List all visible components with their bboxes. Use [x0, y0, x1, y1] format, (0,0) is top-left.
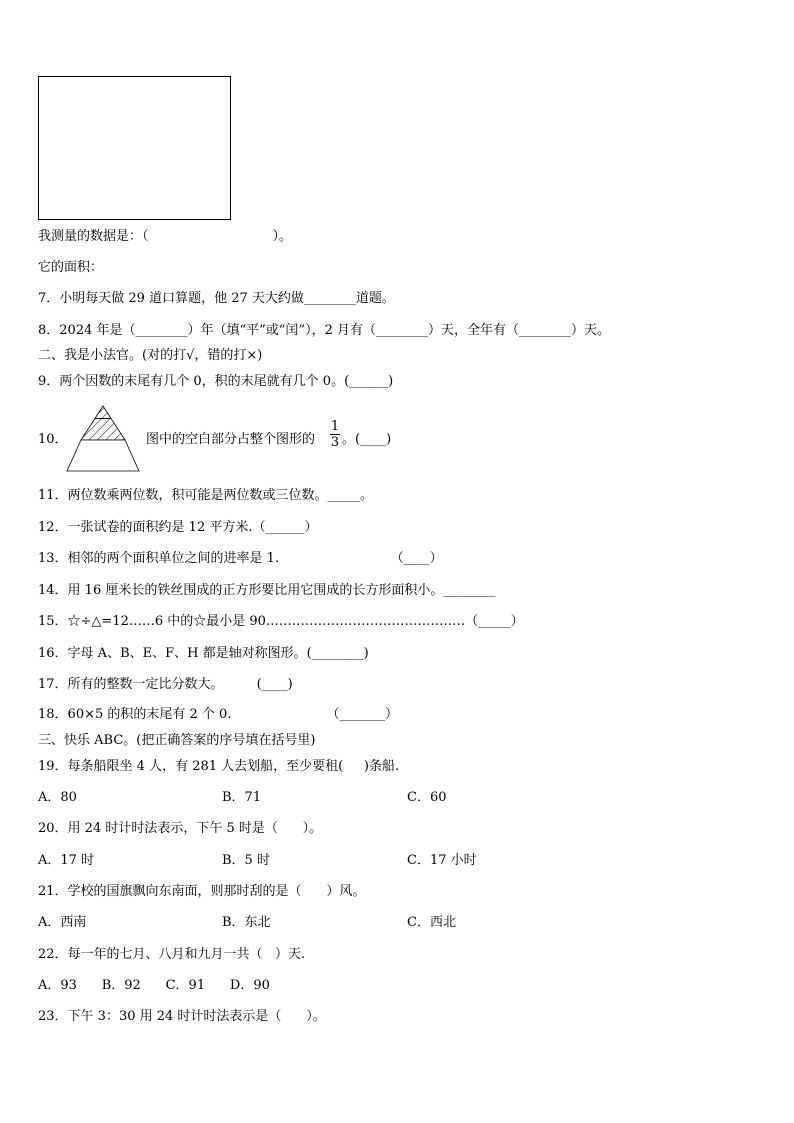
fraction-one-third [329, 419, 341, 450]
question-22: 22．每一年的七月、八月和九月一共（ ）天. [38, 947, 306, 962]
triangle-blank-band [67, 440, 139, 471]
section-3-heading: 三、快乐 ABC。(把正确答案的序号填在括号里) [38, 733, 316, 748]
question-21: 21．学校的国旗飘向东南面，则那时刮的是（ ）风。 [38, 884, 366, 899]
triangle-hatched-band [81, 419, 125, 441]
q21-option-a: A．西南 [38, 915, 87, 930]
q21-option-b: B．东北 [222, 915, 271, 930]
q19-option-c: C．60 [407, 790, 447, 805]
q20-option-a: A．17 时 [38, 853, 95, 868]
question-17: 17．所有的整数一定比分数大。 (____) [38, 677, 293, 692]
question-7: 7．小明每天做 29 道口算题，他 27 天大约做________道题。 [38, 291, 395, 306]
question-23: 23．下午 3：30 用 24 时计时法表示是（ ）。 [38, 1009, 326, 1024]
q22-options: A．93 B．92 C．91 D．90 [38, 978, 270, 993]
fraction-numerator: 1 [330, 419, 340, 434]
question-16: 16．字母 A、B、E、F、H 都是轴对称图形。(________) [38, 646, 369, 661]
question-14: 14．用 16 厘米长的铁丝围成的正方形要比用它围成的长方形面积小。________ [38, 583, 496, 598]
question-8: 8．2024 年是（________）年（填“平”或“闰”），2 月有（________）天，全年有（________）天。 [38, 323, 610, 338]
question-18: 18．60×5 的积的末尾有 2 个 0. （_______） [38, 707, 398, 722]
question-10-text: 图中的空白部分占整个图形的 [146, 432, 316, 447]
triangle-top-band [95, 406, 111, 419]
q20-option-b: B．5 时 [222, 853, 270, 868]
section-2-heading: 二、我是小法官。(对的打√，错的打×) [38, 348, 263, 363]
question-11: 11．两位数乘两位数，积可能是两位数或三位数。_____。 [38, 488, 374, 503]
triangle-figure [65, 404, 141, 474]
fraction-denominator: 3 [330, 435, 340, 450]
measurement-square [38, 76, 231, 220]
q19-option-a: A．80 [38, 790, 77, 805]
question-20: 20．用 24 时计时法表示，下午 5 时是（ ）。 [38, 821, 323, 836]
question-19: 19．每条船限坐 4 人，有 281 人去划船，至少要租( )条船. [38, 759, 400, 774]
measure-data-line: 我测量的数据是：（ ）。 [38, 229, 292, 244]
measure-area-line: 它的面积： [38, 260, 104, 275]
q20-option-c: C．17 小时 [407, 853, 477, 868]
question-12: 12．一张试卷的面积约是 12 平方米.（______） [38, 520, 318, 535]
question-13: 13．相邻的两个面积单位之间的进率是 1. （____） [38, 551, 443, 566]
question-15: 15．☆÷△=12……6 中的☆最小是 90.………………………………………（_____） [38, 614, 524, 629]
q19-option-b: B．71 [222, 790, 262, 805]
question-10-tail: 。(____) [342, 432, 392, 447]
question-10-number: 10． [38, 432, 68, 447]
q21-option-c: C．西北 [407, 915, 456, 930]
question-9: 9．两个因数的末尾有几个 0，积的末尾就有几个 0。(______) [38, 374, 394, 389]
